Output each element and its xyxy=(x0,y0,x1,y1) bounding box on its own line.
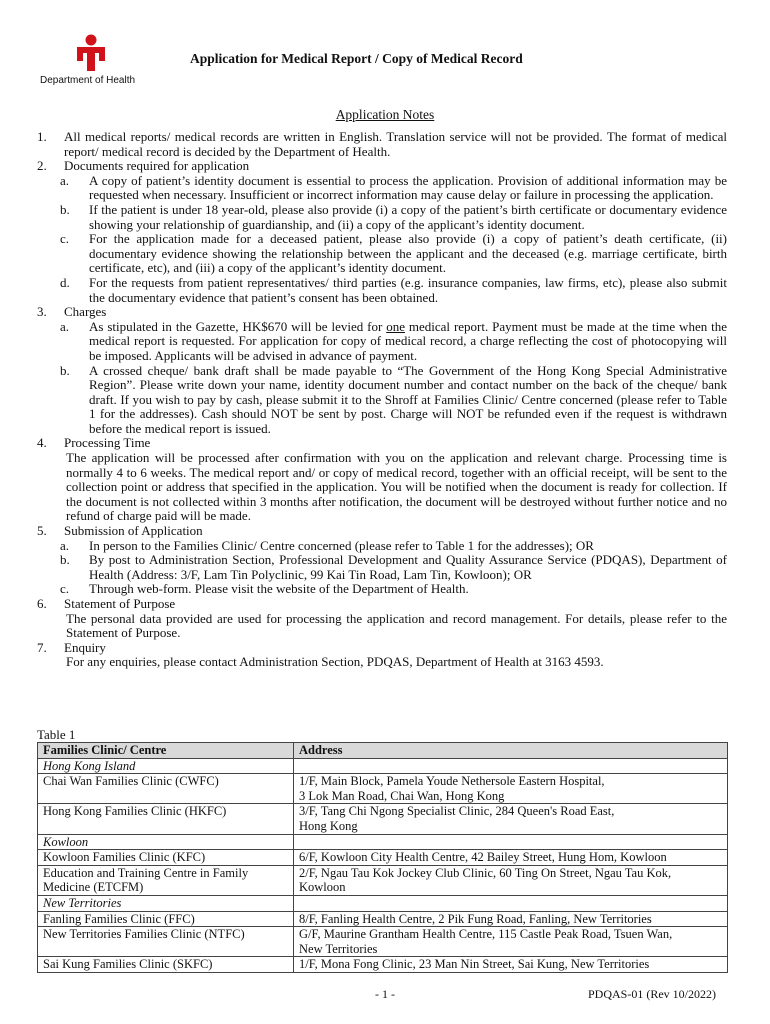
clinic-address: 6/F, Kowloon City Health Centre, 42 Bailey Street, Hung Hom, Kowloon xyxy=(294,850,728,866)
table-caption: Table 1 xyxy=(37,727,76,742)
table-row xyxy=(38,957,728,973)
region-new-territories: New Territories xyxy=(38,895,294,911)
clinic-name: Kowloon Families Clinic (KFC) xyxy=(38,850,294,866)
table-row xyxy=(38,758,728,774)
notes-heading: Application Notes xyxy=(335,107,435,122)
table-row xyxy=(38,911,728,927)
table-row xyxy=(38,850,728,866)
application-notes xyxy=(37,130,727,670)
clinic-name: Fanling Families Clinic (FFC) xyxy=(38,911,294,927)
region-kowloon: Kowloon xyxy=(38,834,294,850)
table-row xyxy=(38,834,728,850)
note-2c: c. For the application made for a deceased patient, please also provide (i) a copy of patient’s death certificate, (ii) documentary evidence showing the relationship between the applicant and the deceased (e.g. marriage certificate, birth certificate, etc), and (iii) a copy of the applicant’s identity document. xyxy=(60,231,727,276)
clinic-address-table xyxy=(37,742,728,973)
note-3: 3. Charges xyxy=(37,304,107,320)
table-row xyxy=(38,865,728,895)
table-row xyxy=(38,895,728,911)
clinic-name: Hong Kong Families Clinic (HKFC) xyxy=(38,804,294,834)
note-5c: c. Through web-form. Please visit the website of the Department of Health. xyxy=(60,581,469,597)
note-6: 6. Statement of Purpose xyxy=(37,596,176,611)
department-of-health-logo-icon xyxy=(75,34,107,72)
region-hong-kong-island: Hong Kong Island xyxy=(38,758,294,774)
column-header-clinic: Families Clinic/ Centre xyxy=(38,743,294,759)
note-7-body: For any enquiries, please contact Administration Section, PDQAS, Department of Health at 3163 4593. xyxy=(66,654,604,670)
note-1: 1. All medical reports/ medical records are written in English. Translation service will not be provided. The format of medical report/ medical record is decided by the Department of Health. xyxy=(37,129,727,159)
clinic-address: 2/F, Ngau Tau Kok Jockey Club Clinic, 60 Ting On Street, Ngau Tau Kok, Kowloon xyxy=(294,865,728,895)
note-4-body: The application will be processed after confirmation with you on the application and relevant charge. Processing time is normally 4 to 6 weeks. The medical report and/ or copy of medical record, together with an official receipt, will be sent to the collection point or address that specified in the application. You will be notified when the document is ready for collection. If the document is not collected within 3 months after notification, the document will be destroyed without further notice and no refund of charge paid will be made. xyxy=(66,450,727,524)
note-5b: b. By post to Administration Section, Professional Development and Quality Assurance Service (PDQAS), Department of Health (Address: 3/F, Lam Tin Polyclinic, 99 Kai Tin Road, Lam Tin, Kowloon); OR xyxy=(60,552,727,582)
note-2b: b. If the patient is under 18 year-old, please also provide (i) a copy of the patient’s birth certificate or documentary evidence showing your relationship of guardianship, and (ii) a copy of the applicant’s identity document. xyxy=(60,201,727,232)
clinic-name: Sai Kung Families Clinic (SKFC) xyxy=(38,957,294,973)
note-5a: a. In person to the Families Clinic/ Centre concerned (please refer to Table 1 for the addresses); OR xyxy=(60,537,594,553)
department-name: Department of Health xyxy=(40,75,136,86)
clinic-name: New Territories Families Clinic (NTFC) xyxy=(38,927,294,957)
note-3b: b. A crossed cheque/ bank draft shall be made payable to “The Government of the Hong Kong Special Administrative Region”. Please write down your name, identity document number and contact number on the back of the cheque/ bank draft. If you wish to pay by cash, please submit it to the Shroff at Families Clinic/ Centre concerned (please refer to Table 1 for the addresses). Cash should NOT be sent by post. Charge will NOT be refunded even if the request is withdrawn before the medical report is issued. xyxy=(60,362,727,436)
clinic-address: 1/F, Mona Fong Clinic, 23 Man Nin Street, Sai Kung, New Territories xyxy=(294,957,728,973)
clinic-address: G/F, Maurine Grantham Health Centre, 115 Castle Peak Road, Tsuen Wan, New Territories xyxy=(294,927,728,957)
clinic-address: 8/F, Fanling Health Centre, 2 Pik Fung Road, Fanling, New Territories xyxy=(294,911,728,927)
table-header-row xyxy=(38,743,728,759)
page-title: Application for Medical Report / Copy of Medical Record xyxy=(190,51,523,66)
clinic-address: 1/F, Main Block, Pamela Youde Nethersole Eastern Hospital, 3 Lok Man Road, Chai Wan, Hong Kong xyxy=(294,774,728,804)
note-4: 4. Processing Time xyxy=(37,435,151,451)
clinic-address: 3/F, Tang Chi Ngong Specialist Clinic, 284 Queen's Road East, Hong Kong xyxy=(294,804,728,834)
table-row xyxy=(38,774,728,804)
note-2: 2. Documents required for application xyxy=(37,158,250,174)
table-row xyxy=(38,927,728,957)
note-3a: a. As stipulated in the Gazette, HK$670 will be levied for one medical report. Payment must be made at the time when the medical report is requested. For application for copy of medical record, a charge reflecting the cost of photocopying will be imposed. Applicants will be advised in advance of payment. xyxy=(60,318,728,363)
page-number: - 1 - xyxy=(375,987,395,1001)
clinic-name: Education and Training Centre in Family Medicine (ETCFM) xyxy=(38,865,294,895)
table-row xyxy=(38,804,728,834)
note-5: 5. Submission of Application xyxy=(37,523,203,539)
note-6-body: The personal data provided are used for processing the application and record management. For details, please refer to the Statement of Purpose. xyxy=(66,610,727,641)
note-2d: d. For the requests from patient representatives/ third parties (e.g. insurance companies, law firms, etc), please also submit the documentary evidence that patient’s consent has been obtained. xyxy=(60,274,727,305)
note-7: 7. Enquiry xyxy=(37,639,106,655)
note-2a: a. A copy of patient’s identity document is essential to process the application. Provision of additional information may be requested when necessary. Insufficient or incorrect information may cause delay or failure in processing the application. xyxy=(60,172,727,203)
form-code: PDQAS-01 (Rev 10/2022) xyxy=(588,987,716,1001)
column-header-address: Address xyxy=(294,743,728,759)
clinic-name: Chai Wan Families Clinic (CWFC) xyxy=(38,774,294,804)
